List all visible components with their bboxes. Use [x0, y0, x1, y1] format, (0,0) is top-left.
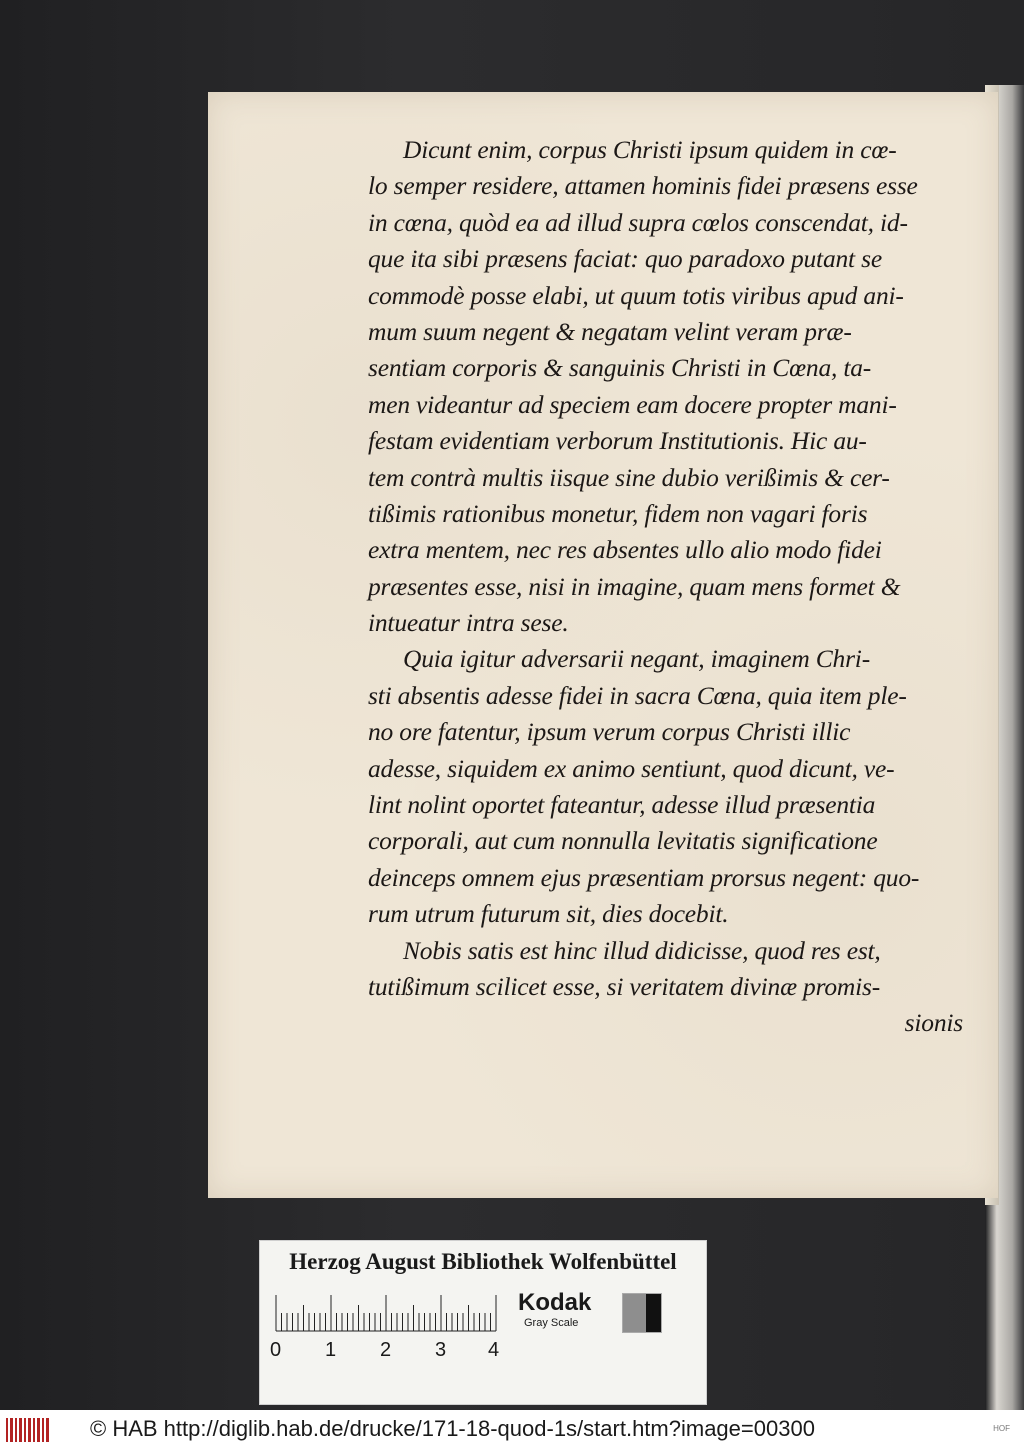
- text-line: in cœna, quòd ea ad illud supra cœlos conscendat, id-: [368, 207, 908, 237]
- text-line: lint nolint oportet fateantur, adesse illud præsentia: [368, 790, 876, 820]
- text-line: tem contrà multis iisque sine dubio verißimis & cer-: [368, 462, 890, 492]
- text-line: præsentes esse, nisi in imagine, quam mens formet &: [368, 571, 901, 601]
- ruler-number: 0: [270, 1339, 282, 1361]
- text-line: no ore fatentur, ipsum verum corpus Christi illic: [368, 717, 851, 747]
- ruler-number: 4: [488, 1339, 500, 1361]
- text-line: sti absentis adesse fidei in sacra Cœna, quia item ple-: [368, 680, 907, 710]
- text-line: mum suum negent & negatam velint veram præ-: [368, 316, 852, 346]
- ruler: [274, 1293, 504, 1333]
- footer-bar: [0, 1410, 1024, 1449]
- text-line: festam evidentiam verborum Institutionis. Hic au-: [368, 426, 867, 456]
- gray-scale-label: Gray Scale: [524, 1317, 579, 1329]
- text-line: extra mentem, nec res absentes ullo alio modo fidei: [368, 535, 882, 565]
- text-line: tißimis rationibus monetur, fidem non vagari foris: [368, 498, 868, 528]
- ruler-number: 2: [380, 1339, 392, 1361]
- text-line: corporali, aut cum nonnulla levitatis significatione: [368, 826, 878, 856]
- text-line: Nobis satis est hinc illud didicisse, quod res est,: [403, 935, 881, 965]
- ruler-numbers: [270, 1339, 510, 1369]
- text-line: sentiam corporis & sanguinis Christi in Cœna, ta-: [368, 353, 872, 383]
- text-line: lo semper residere, attamen hominis fidei præsens esse: [368, 171, 918, 201]
- text-line: Dicunt enim, corpus Christi ipsum quidem in cœ-: [403, 135, 897, 164]
- ruler-number: 1: [325, 1339, 337, 1361]
- gray-swatch: [622, 1293, 662, 1333]
- library-name: Herzog August Bibliothek Wolfenbüttel: [289, 1249, 677, 1274]
- text-line: deinceps omnem ejus præsentiam prorsus negent: quo-: [368, 862, 920, 892]
- text-line: intueatur intra sese.: [368, 608, 569, 638]
- book-page: [208, 92, 998, 1198]
- hab-barcode-icon: [6, 1416, 50, 1449]
- text-line: tutißimum scilicet esse, si veritatem divinæ promis-: [368, 971, 881, 1001]
- ruler-number: 3: [435, 1339, 447, 1361]
- text-line: Quia igitur adversarii negant, imaginem Chri-: [403, 644, 870, 674]
- text-line: men videantur ad speciem eam docere propter mani-: [368, 389, 897, 419]
- page-text: [368, 132, 973, 1042]
- copyright-url: © HAB http://diglib.hab.de/drucke/171-18-quod-1s/start.htm?image=00300: [90, 1416, 815, 1441]
- footer-mark: HOF: [993, 1424, 1010, 1433]
- text-line: commodè posse elabi, ut quum totis viribus apud ani-: [368, 280, 904, 310]
- catchword: sionis: [904, 1008, 963, 1038]
- text-line: adesse, siquidem ex animo sentiunt, quod dicunt, ve-: [368, 753, 895, 783]
- kodak-logo: Kodak: [518, 1289, 592, 1316]
- text-line: que ita sibi præsens faciat: quo paradoxo putant se: [368, 244, 882, 274]
- text-line: rum utrum futurum sit, dies docebit.: [368, 899, 729, 929]
- scan-target-card: [259, 1240, 707, 1405]
